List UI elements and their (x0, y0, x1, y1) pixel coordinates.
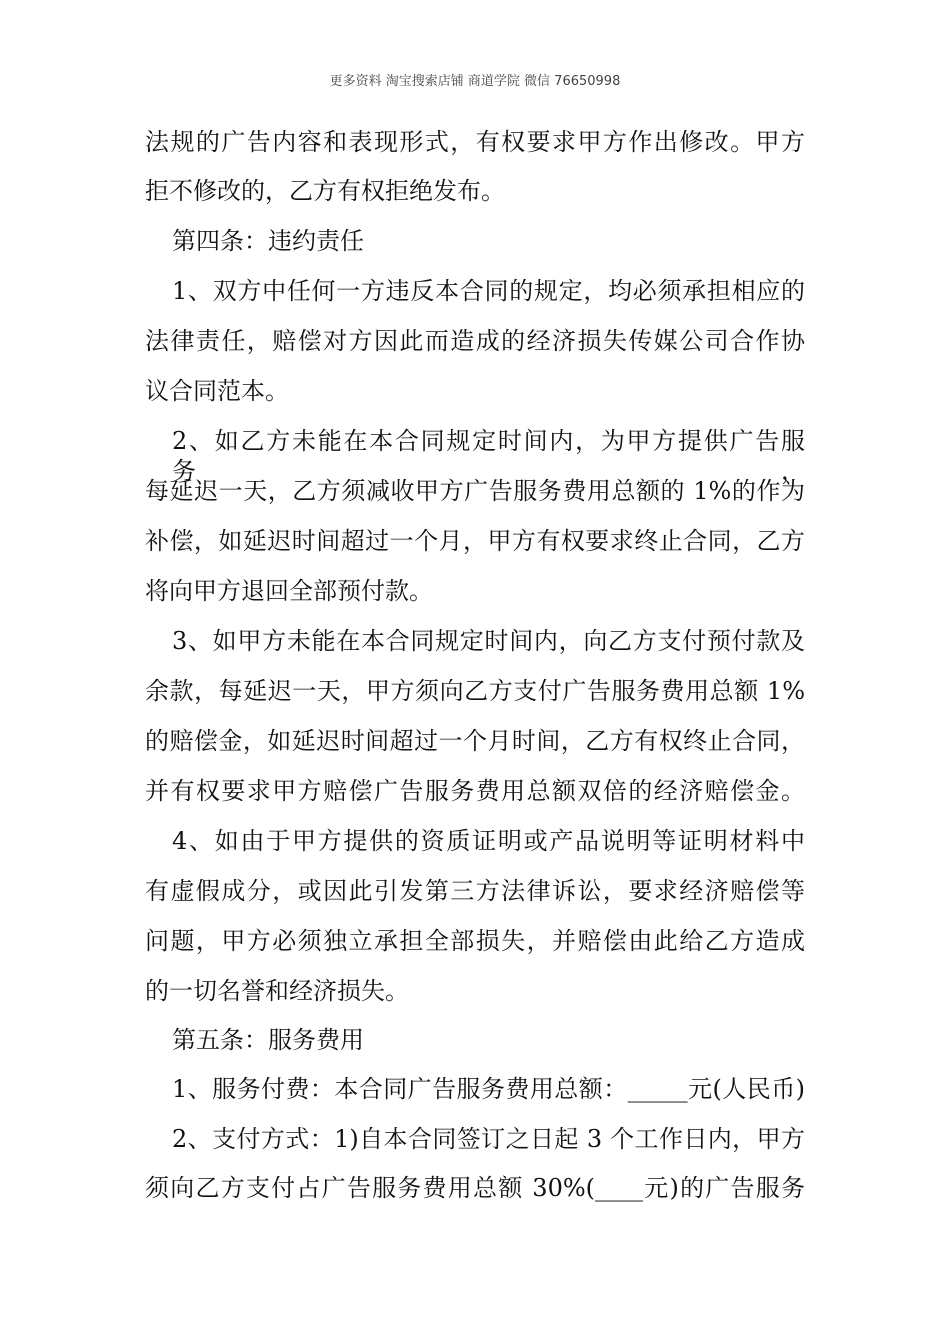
text-line: 须向乙方支付占广告服务费用总额 30%(____元)的广告服务 (145, 1174, 805, 1202)
text-line: 1、服务付费：本合同广告服务费用总额：_____元(人民币) (172, 1075, 805, 1103)
text-line: 4、如由于甲方提供的资质证明或产品说明等证明材料中 (172, 827, 805, 855)
text-line: 每延迟一天，乙方须减收甲方广告服务费用总额的 1%的作为 (145, 477, 805, 505)
text-line: 补偿，如延迟时间超过一个月，甲方有权要求终止合同，乙方 (145, 527, 805, 555)
text-line: 的一切名誉和经济损失。 (145, 977, 409, 1005)
text-line: 并有权要求甲方赔偿广告服务费用总额双倍的经济赔偿金。 (145, 777, 805, 805)
section-heading: 第五条：服务费用 (172, 1026, 364, 1054)
text-line: 3、如甲方未能在本合同规定时间内，向乙方支付预付款及 (172, 627, 805, 655)
text-line: 问题，甲方必须独立承担全部损失，并赔偿由此给乙方造成 (145, 927, 805, 955)
text-line: 有虚假成分，或因此引发第三方法律诉讼，要求经济赔偿等 (145, 877, 805, 905)
text-line: 拒不修改的，乙方有权拒绝发布。 (145, 177, 505, 205)
text-line: 法律责任，赔偿对方因此而造成的经济损失传媒公司合作协 (145, 327, 805, 355)
text-line: 1、双方中任何一方违反本合同的规定，均必须承担相应的 (172, 277, 805, 305)
page-header-watermark: 更多资料 淘宝搜索店铺 商道学院 微信 76650998 (329, 74, 621, 89)
text-line: 2、支付方式：1)自本合同签订之日起 3 个工作日内，甲方 (172, 1125, 805, 1153)
text-line: 2、如乙方未能在本合同规定时间内，为甲方提供广告服务， (172, 427, 805, 485)
text-line: 余款，每延迟一天，甲方须向乙方支付广告服务费用总额 1% (145, 677, 805, 705)
text-line: 的赔偿金，如延迟时间超过一个月时间，乙方有权终止合同， (145, 727, 805, 755)
text-line: 议合同范本。 (145, 377, 289, 405)
section-heading: 第四条：违约责任 (172, 227, 364, 255)
text-line: 法规的广告内容和表现形式，有权要求甲方作出修改。甲方 (145, 128, 805, 156)
text-line: 将向甲方退回全部预付款。 (145, 577, 433, 605)
